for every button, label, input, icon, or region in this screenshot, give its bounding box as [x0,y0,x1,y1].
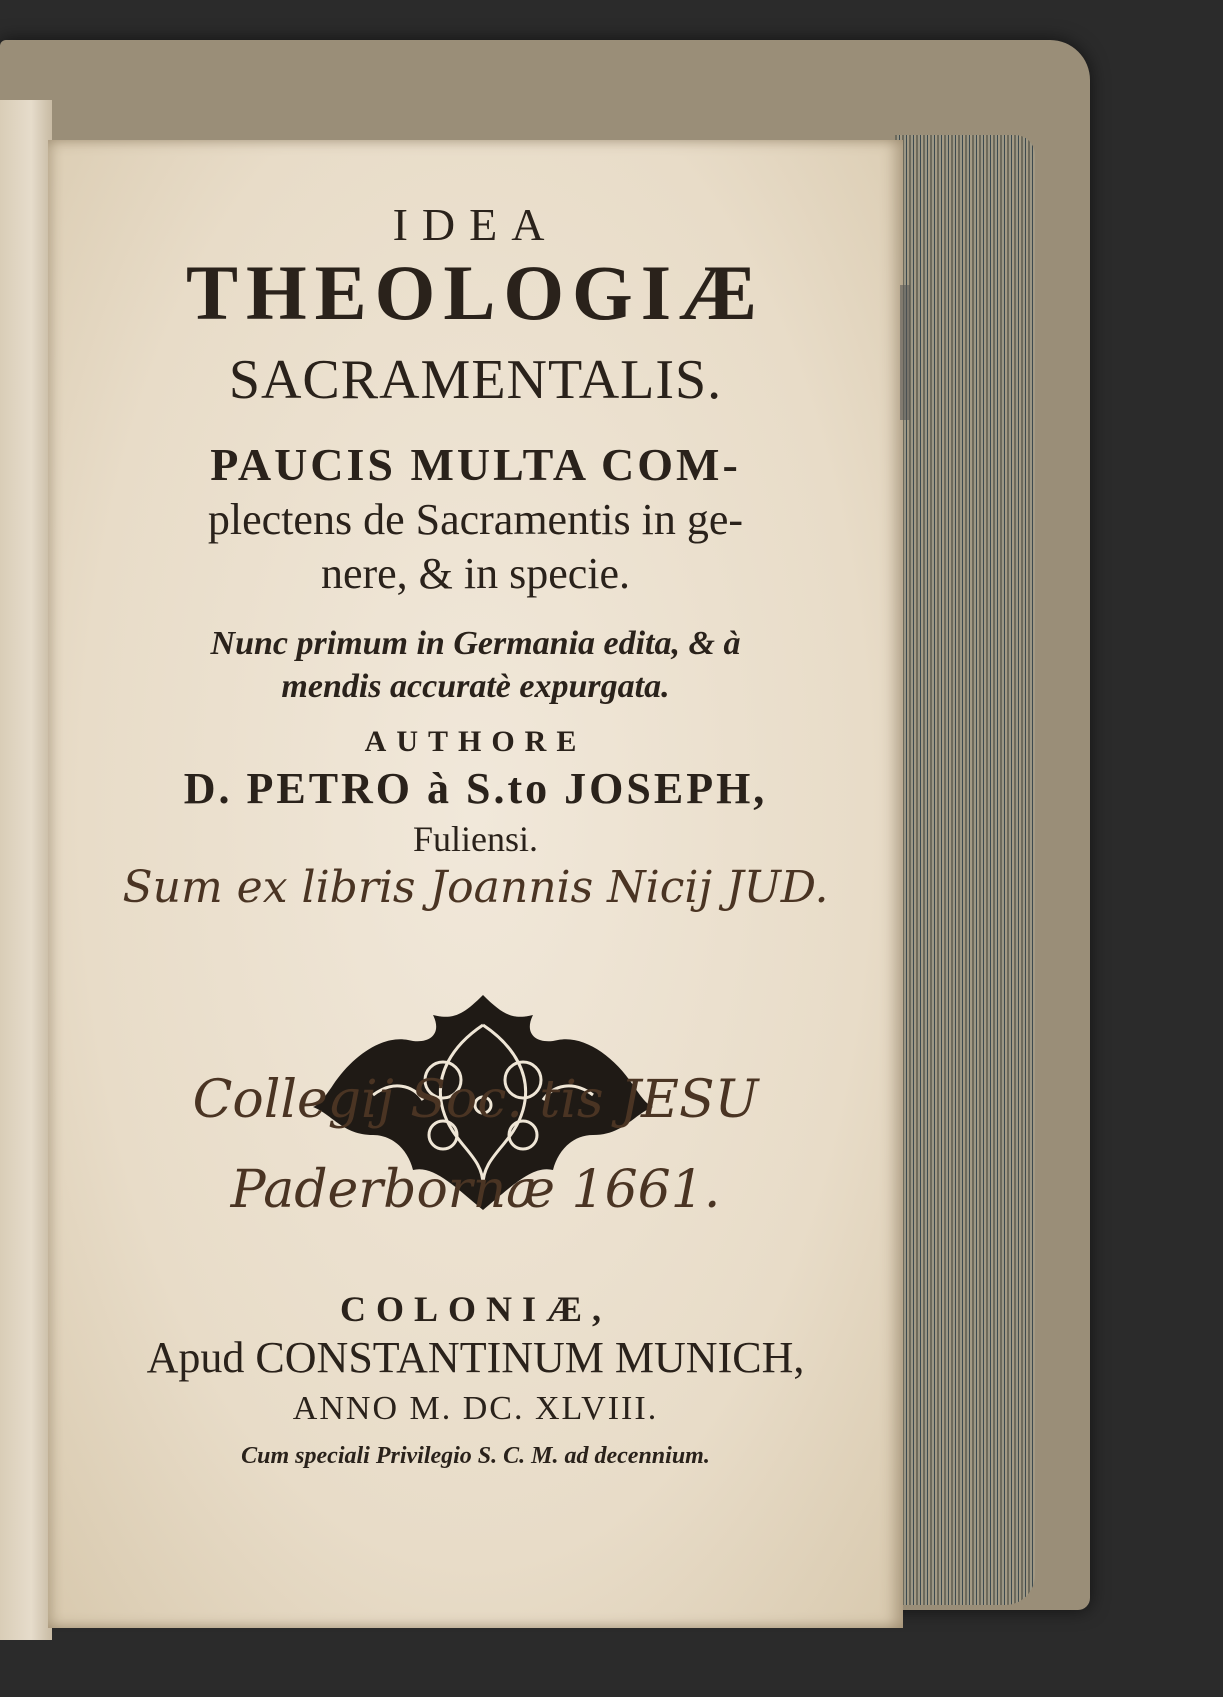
college-inscription-line-1: Collegij Soc. tis JESU [192,1070,759,1130]
title-line-5: plectens de Sacramentis in ge- [207,495,744,544]
title-line-1: IDEA [392,199,559,250]
fore-edge [895,135,1035,1605]
book [0,40,1090,1610]
title-line-6: nere, & in specie. [320,549,631,598]
college-inscription-line-2: Paderbornæ 1661. [230,1160,721,1220]
imprint-place: COLONIÆ, [339,1289,612,1329]
title-line-3: SACRAMENTALIS. [228,349,723,411]
title-page [48,140,903,1628]
title-line-7: Nunc primum in Germania edita, & à [210,625,741,662]
ex-libris-inscription: Sum ex libris Joannis Nicij JUD. [122,862,829,913]
title-line-10: D. PETRO à S.to JOSEPH, [183,764,768,813]
title-line-9: AUTHORE [364,725,587,758]
title-line-11: Fuliensi. [412,819,538,859]
title-line-4: PAUCIS MULTA COM- [210,439,741,490]
imprint-publisher: Apud CONSTANTINUM MUNICH, [146,1333,805,1382]
imprint-year: ANNO M. DC. XLVIII. [292,1390,659,1427]
title-line-2: THEOLOGIÆ [185,249,766,336]
privilege-line: Cum speciali Privilegio S. C. M. ad decennium. [241,1443,710,1469]
left-page-edge [0,100,52,1640]
title-line-8: mendis accuratè expurgata. [281,668,670,705]
